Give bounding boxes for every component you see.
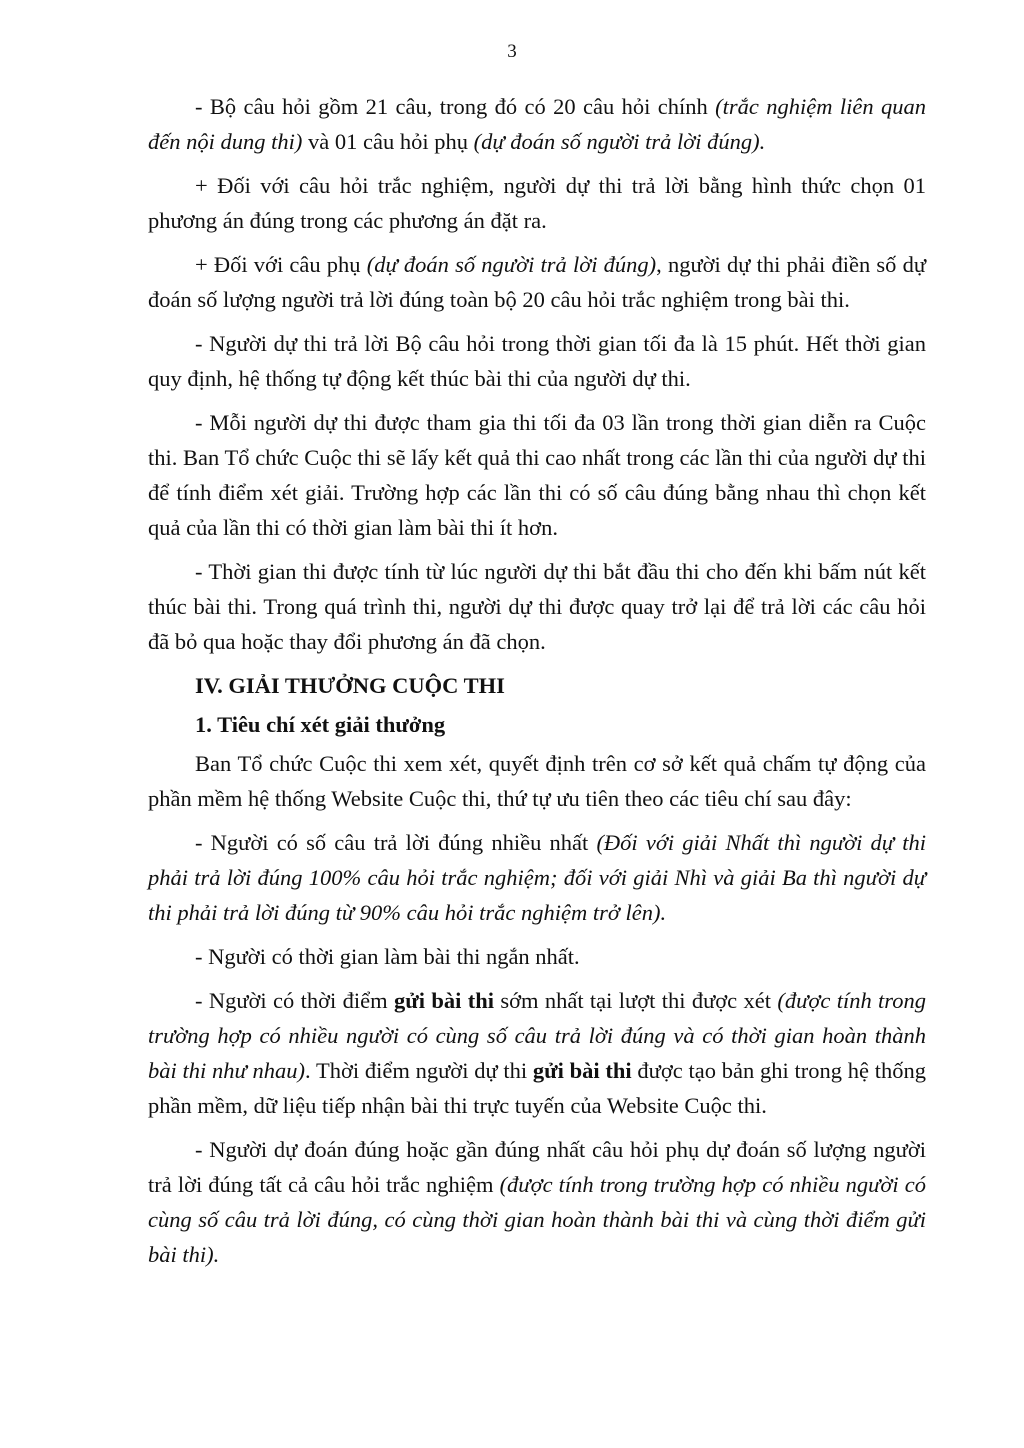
text-run: được tạo bản ghi trong hệ thống phần mềm, dữ liệu tiếp nhận bài thi trực tuyến của Website Cuộc thi.	[148, 1058, 926, 1118]
paragraph	[148, 983, 926, 1123]
italic-text: (Đối với giải Nhất thì người dự thi phải trả lời đúng 100% câu hỏi trắc nghiệm; đối với giải Nhì và giải Ba thì người dự thi phải trả lời đúng từ 90% câu hỏi trắc nghiệm trở lên).	[148, 830, 926, 925]
text-run: - Người dự đoán đúng hoặc gần đúng nhất câu hỏi phụ dự đoán số lượng người trả lời đúng tất cả câu hỏi trắc nghiệm	[148, 1137, 926, 1197]
paragraph	[148, 405, 926, 545]
italic-text: (dự đoán số người trả lời đúng)	[366, 252, 657, 277]
paragraph	[148, 168, 926, 238]
text-run: - Mỗi người dự thi được tham gia thi tối đa 03 lần trong thời gian diễn ra Cuộc thi. Ban Tổ chức Cuộc thi sẽ lấy kết quả thi cao nhất trong các lần thi của người dự thi để tính điểm xét giải. Trường hợp các lần thi có số câu đúng bằng nhau thì chọn kết quả của lần thi có thời gian làm bài thi ít hơn.	[148, 410, 926, 540]
paragraph	[148, 89, 926, 159]
text-run: + Đối với câu hỏi trắc nghiệm, người dự thi trả lời bằng hình thức chọn 01 phương án đúng trong các phương án đặt ra.	[148, 173, 926, 233]
paragraph	[148, 746, 926, 816]
text-run: + Đối với câu phụ	[195, 252, 367, 277]
section-heading: IV. GIẢI THƯỞNG CUỘC THI	[195, 673, 505, 698]
paragraph	[148, 1132, 926, 1272]
text-run: sớm nhất tại lượt thi được xét	[493, 988, 778, 1013]
text-run: - Bộ câu hỏi gồm 21 câu, trong đó có 20 câu hỏi chính	[195, 94, 716, 119]
text-run: - Người có số câu trả lời đúng nhiều nhất	[195, 830, 597, 855]
text-run: - Người dự thi trả lời Bộ câu hỏi trong thời gian tối đa là 15 phút. Hết thời gian quy định, hệ thống tự động kết thúc bài thi của người dự thi.	[148, 331, 926, 391]
text-run: và 01 câu hỏi phụ	[302, 129, 474, 154]
italic-text: (được tính trong trường hợp có nhiều người có cùng số câu trả lời đúng và có thời gian hoàn thành bài thi như nhau)	[148, 988, 926, 1083]
bold-text: gửi bài thi	[393, 988, 494, 1013]
bold-text: gửi bài thi	[532, 1058, 632, 1083]
text-run: - Người có thời gian làm bài thi ngắn nhất.	[195, 944, 580, 969]
paragraph	[148, 825, 926, 930]
document-body	[148, 89, 926, 1281]
italic-text: (dự đoán số người trả lời đúng).	[473, 129, 766, 154]
paragraph	[148, 939, 926, 974]
text-run: , người dự thi phải điền số dự đoán số lượng người trả lời đúng toàn bộ 20 câu hỏi trắc nghiệm trong bài thi.	[148, 252, 927, 312]
text-run: - Thời gian thi được tính từ lúc người dự thi bắt đầu thi cho đến khi bấm nút kết thúc bài thi. Trong quá trình thi, người dự thi được quay trở lại để trả lời các câu hỏi đã bỏ qua hoặc thay đổi phương án đã chọn.	[148, 559, 926, 654]
text-run: - Người có thời điểm	[195, 988, 394, 1013]
text-run: . Thời điểm người dự thi	[305, 1058, 533, 1083]
page-number: 3	[507, 41, 517, 62]
paragraph	[148, 326, 926, 396]
italic-text: (được tính trong trường hợp có nhiều người có cùng số câu trả lời đúng, có cùng thời gian hoàn thành bài thi và cùng thời điểm gửi bài thi).	[148, 1172, 926, 1267]
paragraph	[148, 247, 926, 317]
paragraph	[148, 554, 926, 659]
text-run: Ban Tổ chức Cuộc thi xem xét, quyết định trên cơ sở kết quả chấm tự động của phần mềm hệ thống Website Cuộc thi, thứ tự ưu tiên theo các tiêu chí sau đây:	[148, 751, 926, 811]
section-heading: 1. Tiêu chí xét giải thưởng	[195, 712, 446, 737]
italic-text: (trắc nghiệm liên quan đến nội dung thi)	[148, 94, 926, 154]
